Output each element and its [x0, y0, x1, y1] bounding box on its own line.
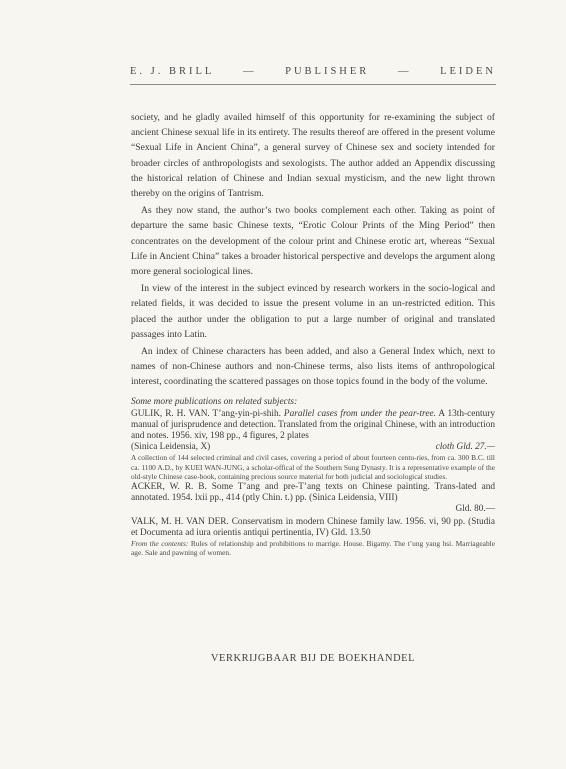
paragraph: An index of Chinese characters has been added, and also a General Index which, next to names of non-Chinese authors and non-Chinese terms, also lists items of anthropological interest, coordinating the scattered passages on those topics found in the body of the volume. — [131, 346, 495, 388]
related-publications-heading: Some more publications on related subjects: — [131, 396, 298, 407]
publication-price: Gld. 80.— — [455, 504, 495, 515]
publication-author-title: GULIK, R. H. VAN. T’ang-yin-pi-shih. — [131, 408, 281, 419]
header-publisher-label: PUBLISHER — [285, 66, 370, 77]
header-rule — [130, 84, 496, 85]
main-text — [131, 110, 495, 558]
publication-entry — [131, 517, 495, 558]
publication-note: A collection of 144 selected criminal and civil cases, covering a period of about fourteen centu-ries, from ca. 300 B.C. till ca. 1100 A.D., by KUEI WAN-JUNG, a scholar-offical of the Southern Sung Dynasty. It is a representative example of the old-style Chinese case-book, containing precious source material for both judicial and sociological studies. — [131, 453, 495, 481]
publication-entry — [131, 482, 495, 516]
paragraph: In view of the interest in the subject evinced by research workers in the socio-logical and related fields, it was decided to issue the present volume in an un-restricted edition. This placed the author under the obligation to put a large number of original and translated passages into Latin. — [131, 283, 495, 340]
publication-details: A 13th-century manual of jurisprudence and detection. Translated from the original Chinese, with an introduction and notes. 1956. xiv, 198 pp., 4 figures, 2 plates — [131, 408, 495, 442]
header-city: LEIDEN — [440, 66, 496, 77]
header-dash: — — [397, 66, 412, 77]
publication-price: cloth Gld. 27.— — [435, 442, 495, 453]
publication-series: (Sinica Leidensia, X) — [131, 442, 211, 453]
publication-note-label: From the contents: — [131, 539, 189, 549]
paragraph: As they now stand, the author’s two books complement each other. Taking as point of departure the same basic Chinese texts, “Erotic Colour Prints of the Ming Period” then concentrates on the development of the colour print and Chinese erotic art, whereas “Sexual Life in Ancient China” takes a broader historical perspective and develops the argument along more general sociological lines. — [131, 205, 495, 278]
publication-entry — [131, 409, 495, 481]
publication-details: VALK, M. H. VAN DER. Conservatism in modern Chinese family law. 1956. vi, 90 pp. (Studia et Documenta ad iura orientis antiqui pertinentia, IV) Gld. 13.50 — [131, 516, 495, 538]
running-header — [130, 66, 496, 77]
paragraph: society, and he gladly availed himself of this opportunity for re-examining the subject of ancient Chinese sexual life in its entirety. The results thereof are offered in the present volume “Sexual Life in Ancient China”, a general survey of Chinese sex and society intended for broader circles of anthropologists and sexologists. The author added an Appendix discussing the historical relation of Chinese and Indian sexual mysticism, and the new light thrown thereby on the origins of Tantrism. — [131, 112, 495, 200]
publication-details: ACKER, W. R. B. Some T’ang and pre-T’ang texts on Chinese painting. Trans-lated and annotated. 1954. lxii pp., 414 (ptly Chin. t.) pp. (Sinica Leidensia, VIII) — [131, 482, 495, 504]
availability-notice: VERKRIJGBAAR BIJ DE BOEKHANDEL — [210, 653, 416, 664]
header-dash: — — [242, 66, 257, 77]
header-publisher-name: E. J. BRILL — [130, 66, 215, 77]
publication-title: Parallel cases from under the pear-tree. — [283, 408, 436, 419]
publication-note: Rules of relationship and prohibitions to marrige. House. Bigamy. The t’ung yang hsi. Marriageable age. Sale and pawning of women. — [131, 539, 495, 558]
